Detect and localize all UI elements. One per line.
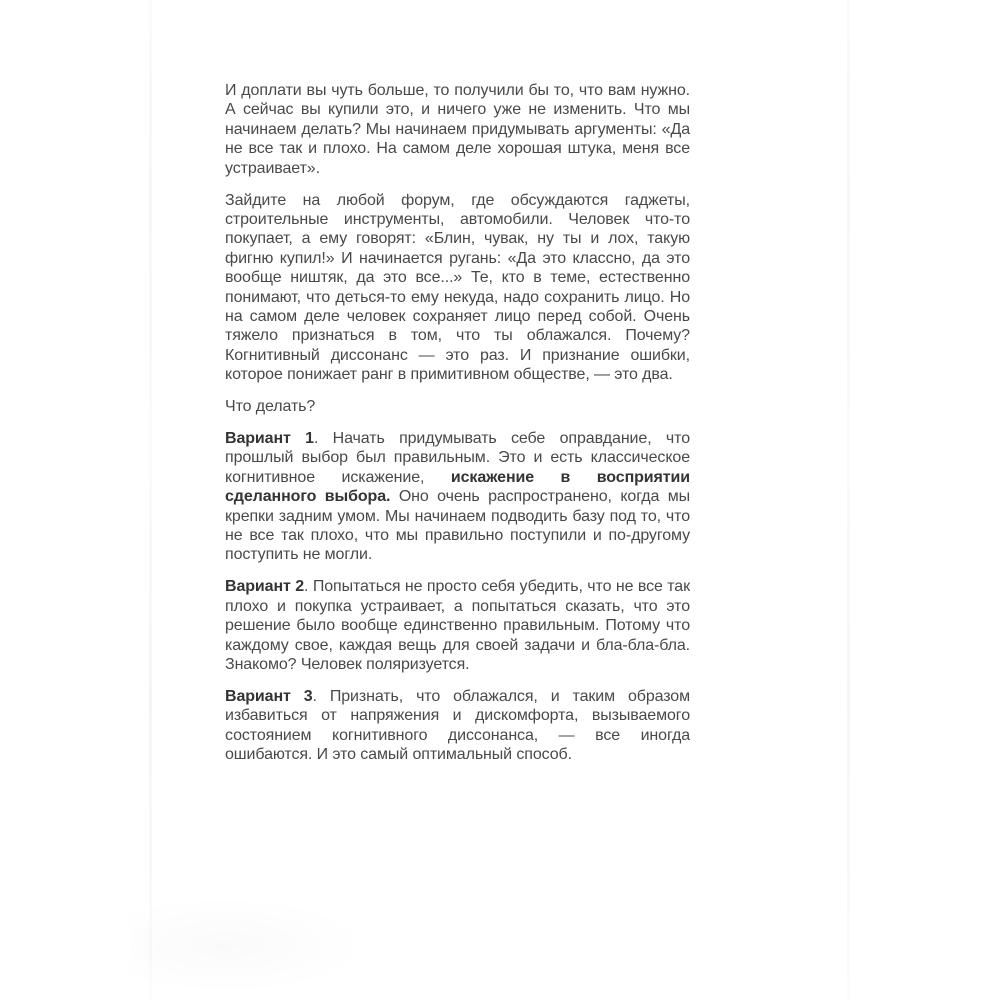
paragraph-variant-3 (225, 687, 690, 765)
page-edge-right-artifact (847, 0, 850, 1000)
paragraph-intro (225, 81, 690, 178)
paragraph-variant-2 (225, 577, 690, 674)
paragraph-text: Зайдите на любой форум, где обсуждаются гаджеты, строительные инструменты, автомобили. Человек что-то покупает, а ему говорят: «Блин, чувак, ну ты и лох, такую фигню купил!» И начинается ругань: «Да это классно, да это вообще ништяк, да это все...» Те, кто в теме, естественно понимают, что деться-то ему некуда, надо сохранить лицо. Но на самом деле человек сохраняет лицо перед собой. Очень тяжело признаться в том, что ты облажался. Почему? Когнитивный диссонанс — это раз. И признание ошибки, которое понижает ранг в примитивном обществе, — это два. (225, 191, 690, 384)
scan-noise-artifact (130, 895, 370, 995)
paragraph-text: . Начать придумывать себе оправдание, что прошлый выбор был правильным. Это и есть классическое когнитивное искажение, (225, 430, 690, 486)
page-edge-left-artifact (149, 0, 152, 1000)
paragraph-text: . Признать, что облажался, и таким образом избавиться от напряжения и дискомфорта, вызываемого состоянием когнитивного диссонанса, — все иногда ошибаются. И это самый оптимальный способ. (225, 687, 691, 764)
paragraph-text: Что делать? (225, 398, 316, 416)
variant-2-label: Вариант 2 (225, 578, 305, 596)
body-text-column (225, 81, 690, 765)
paragraph-text: И доплати вы чуть больше, то получили бы то, что вам нужно. А сейчас вы купили это, и ничего уже не изменить. Что мы начинаем делать? Мы начинаем придумывать аргументы: «Да не все так и плохо. На самом деле хорошая штука, меня все устраивает». (225, 82, 690, 177)
paragraph-variant-1 (225, 429, 690, 565)
paragraph-text: Оно очень распространено, когда мы крепки задним умом. Мы начинаем подводить базу под то, что не все так плохо, что мы правильно поступили и по-другому поступить не могли. (225, 488, 690, 564)
paragraph-forum-example (225, 191, 690, 385)
paragraph-what-to-do (225, 397, 690, 416)
paragraph-text: . Попытаться не просто себя убедить, что не все так плохо и покупка устраивает, а попытаться сказать, что это решение было вообще единственно правильным. Потому что каждому свое, каждая вещь для своей задачи и бла-бла-бла. Знакомо? Человек поляризуется. (225, 578, 690, 673)
bold-term-choice-perception-distortion: искажение в восприятии сделанного выбора. (225, 468, 690, 506)
variant-3-label: Вариант 3 (225, 687, 313, 705)
variant-1-label: Вариант 1 (225, 430, 314, 447)
